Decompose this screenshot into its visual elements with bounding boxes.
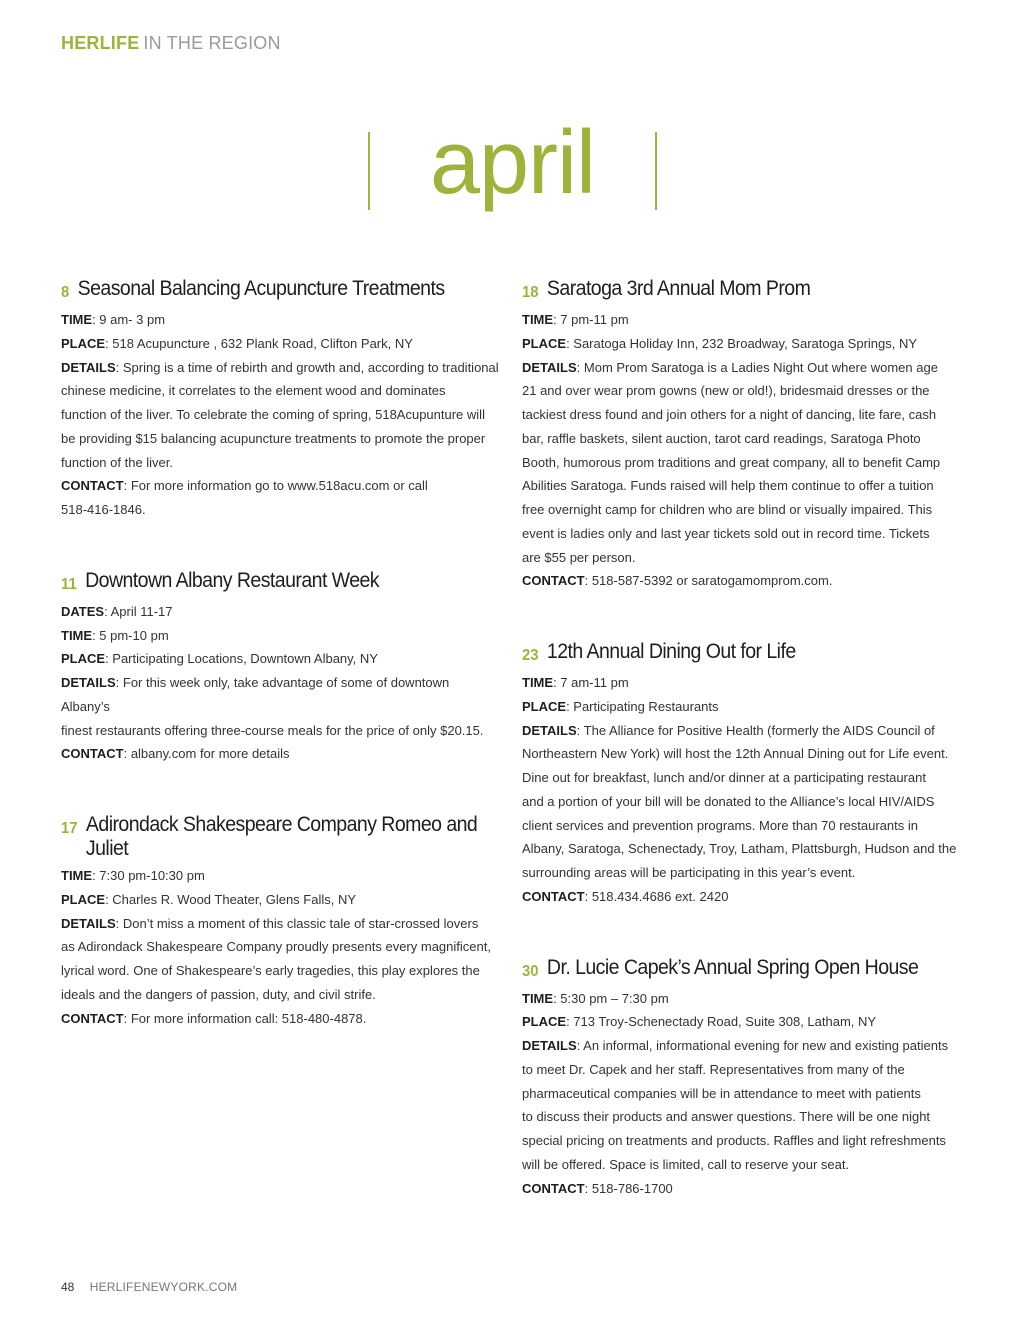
field-label: DATES — [61, 603, 105, 619]
event-detail-line — [61, 600, 501, 624]
field-text: : Mom Prom Saratoga is a Ladies Night Out where women age — [576, 359, 938, 375]
event-detail-line — [61, 624, 501, 648]
event-item — [522, 956, 962, 1201]
field-text: : Participating Restaurants — [566, 698, 719, 714]
field-text: : For more information call: 518-480-4878. — [123, 1010, 367, 1026]
field-text: 518-416-1846. — [61, 502, 146, 517]
field-text: tackiest dress found and join others for a night of dancing, lite fare, cash — [522, 407, 937, 422]
field-text: : 7:30 pm-10:30 pm — [92, 868, 205, 883]
field-text: : April 11-17 — [104, 603, 173, 619]
field-text: lyrical word. One of Shakespeare’s early tragedies, this play explores the — [61, 963, 480, 978]
event-detail-line — [522, 451, 962, 475]
field-label: CONTACT — [61, 478, 124, 494]
field-text: ideals and the dangers of passion, duty, and civil strife. — [61, 986, 376, 1002]
event-detail-line — [522, 474, 962, 498]
field-label: DETAILS — [522, 722, 577, 738]
field-label: TIME — [522, 675, 554, 690]
event-detail-line — [522, 308, 962, 332]
event-detail-line — [522, 356, 962, 380]
event-title — [522, 956, 959, 984]
event-item — [522, 277, 962, 593]
event-day: 18 — [522, 284, 539, 301]
field-text: be providing $15 balancing acupuncture treatments to promote the proper — [61, 430, 486, 446]
event-detail-line — [61, 332, 501, 356]
field-text: : albany.com for more details — [123, 746, 290, 762]
event-detail-line — [522, 569, 962, 593]
event-detail-line — [61, 719, 501, 743]
month-title: april — [429, 113, 596, 213]
event-detail-line — [61, 671, 501, 719]
brand-name: HERLIFE — [61, 33, 140, 53]
event-name: Dr. Lucie Capek’s Annual Spring Open House — [546, 955, 919, 979]
field-text: : 9 am- 3 pm — [92, 312, 166, 327]
field-text: : Participating Locations, Downtown Albany, NY — [105, 651, 378, 667]
field-label: TIME — [522, 990, 554, 1006]
field-text: Dine out for breakfast, lunch and/or dinner at a participating restaurant — [522, 770, 926, 785]
field-text: as Adirondack Shakespeare Company proudly presents every magnificent, — [61, 939, 491, 955]
event-detail-line — [522, 837, 962, 861]
event-detail-line — [61, 498, 501, 522]
field-text: : 518 Acupuncture , 632 Plank Road, Clifton Park, NY — [105, 335, 413, 351]
field-text: to meet Dr. Capek and her staff. Representatives from many of the — [522, 1061, 905, 1077]
running-header — [61, 33, 281, 54]
event-detail-line — [61, 308, 501, 332]
event-name: Seasonal Balancing Acupuncture Treatments — [77, 277, 445, 300]
field-text: 21 and over wear prom gowns (new or old!), bridesmaid dresses or the — [522, 383, 930, 399]
field-label: DETAILS — [522, 359, 577, 375]
field-label: DETAILS — [522, 1038, 577, 1053]
event-detail-line — [522, 766, 962, 790]
event-detail-line — [522, 671, 962, 695]
event-title — [522, 277, 959, 305]
field-text: Albany, Saratoga, Schenectady, Troy, Latham, Plattsburgh, Hudson and the — [522, 841, 957, 857]
event-detail-line — [522, 885, 962, 909]
event-name: Downtown Albany Restaurant Week — [85, 568, 380, 592]
events-column-left — [61, 277, 501, 1030]
page-number: 48 — [61, 1280, 75, 1294]
field-label: TIME — [61, 627, 93, 643]
field-label: CONTACT — [522, 573, 585, 589]
event-detail-line — [522, 1105, 962, 1129]
event-detail-line — [522, 1034, 962, 1058]
field-text: : 7 pm-11 pm — [553, 312, 629, 327]
field-text: : Don’t miss a moment of this classic tale of star-crossed lovers — [115, 915, 479, 931]
field-text: : 5:30 pm – 7:30 pm — [553, 990, 669, 1006]
field-text: : 518-587-5392 or saratogamomprom.com. — [584, 573, 833, 589]
event-item — [61, 277, 501, 522]
field-text: finest restaurants offering three-course meals for the price of only $20.15. — [61, 722, 484, 738]
field-label: TIME — [522, 312, 554, 327]
field-text: event is ladies only and last year tickets sold out in record time. Tickets — [522, 525, 930, 541]
field-text: to discuss their products and answer questions. There will be one night — [522, 1109, 931, 1125]
event-detail-line — [522, 719, 962, 743]
event-day: 23 — [522, 647, 539, 664]
event-item — [61, 569, 501, 766]
event-title — [61, 277, 498, 305]
event-name: Adirondack Shakespeare Company Romeo and Juliet — [85, 813, 478, 860]
event-detail-line — [61, 983, 501, 1007]
field-text: surrounding areas will be participating in this year’s event. — [522, 865, 856, 880]
field-text: : The Alliance for Positive Health (formerly the AIDS Council of — [576, 722, 935, 738]
field-text: are $55 per person. — [522, 549, 636, 565]
field-label: CONTACT — [522, 1180, 585, 1196]
event-detail-line — [61, 912, 501, 936]
event-detail-line — [522, 790, 962, 814]
field-label: PLACE — [61, 335, 106, 351]
field-text: client services and prevention programs. More than 70 restaurants in — [522, 817, 918, 833]
website-url: HERLIFENEWYORK.COM — [89, 1280, 238, 1294]
field-label: CONTACT — [61, 746, 124, 762]
field-text: pharmaceutical companies will be in attendance to meet with patients — [522, 1085, 921, 1101]
event-name: 12th Annual Dining Out for Life — [546, 640, 796, 663]
field-label: PLACE — [61, 891, 106, 907]
event-title — [522, 640, 959, 668]
event-detail-line — [61, 742, 501, 766]
event-detail-line — [61, 474, 501, 498]
field-text: : 518.434.4686 ext. 2420 — [584, 888, 729, 904]
event-item — [61, 813, 501, 1030]
event-detail-line — [522, 742, 962, 766]
events-column-right — [522, 277, 962, 1200]
event-day: 30 — [522, 962, 539, 980]
event-detail-line — [61, 403, 501, 427]
event-day: 17 — [61, 820, 78, 837]
field-text: bar, raffle baskets, silent auction, tarot card readings, Saratoga Photo — [522, 430, 921, 446]
field-text: function of the liver. To celebrate the coming of spring, 518Acupunture will — [61, 407, 485, 422]
field-label: TIME — [61, 868, 93, 883]
field-label: DETAILS — [61, 359, 116, 375]
field-text: : For this week only, take advantage of some of downtown Albany’s — [61, 675, 450, 714]
event-detail-line — [522, 1082, 962, 1106]
divider-right — [655, 132, 657, 210]
field-text: : Saratoga Holiday Inn, 232 Broadway, Saratoga Springs, NY — [566, 335, 918, 351]
field-text: Booth, humorous prom traditions and great company, all to benefit Camp — [522, 454, 941, 470]
page-footer — [61, 1280, 237, 1294]
month-heading — [368, 113, 657, 220]
event-detail-line — [61, 647, 501, 671]
field-label: DETAILS — [61, 675, 116, 690]
event-day: 11 — [61, 575, 77, 593]
event-detail-line — [61, 379, 501, 403]
field-text: : For more information go to www.518acu.com or call — [123, 478, 428, 494]
event-detail-line — [61, 935, 501, 959]
event-detail-line — [522, 695, 962, 719]
field-label: TIME — [61, 312, 93, 327]
event-detail-line — [522, 987, 962, 1011]
event-detail-line — [61, 427, 501, 451]
event-detail-line — [522, 1129, 962, 1153]
event-title — [61, 569, 498, 597]
field-text: Abilities Saratoga. Funds raised will help them continue to offer a tuition — [522, 478, 934, 494]
field-label: CONTACT — [522, 888, 585, 904]
field-label: CONTACT — [61, 1010, 124, 1026]
field-text: Northeastern New York) will host the 12th Annual Dining out for Life event. — [522, 746, 949, 762]
field-text: will be offered. Space is limited, call to reserve your seat. — [522, 1156, 850, 1172]
field-text: : Spring is a time of rebirth and growth and, according to traditional — [115, 359, 499, 375]
event-detail-line — [522, 1058, 962, 1082]
event-detail-line — [522, 332, 962, 356]
event-detail-line — [522, 1010, 962, 1034]
event-detail-line — [522, 861, 962, 885]
field-text: : 5 pm-10 pm — [92, 627, 169, 643]
field-text: : 7 am-11 pm — [553, 675, 629, 690]
event-detail-line — [522, 522, 962, 546]
field-label: PLACE — [522, 698, 567, 714]
event-detail-line — [61, 451, 501, 475]
event-detail-line — [61, 356, 501, 380]
field-text: : 518-786-1700 — [584, 1180, 673, 1196]
field-text: special pricing on treatments and products. Raffles and light refreshments — [522, 1133, 946, 1148]
event-detail-line — [522, 1177, 962, 1201]
event-detail-line — [522, 546, 962, 570]
field-label: PLACE — [61, 651, 106, 667]
event-day: 8 — [61, 284, 70, 301]
event-detail-line — [61, 864, 501, 888]
section-name: IN THE REGION — [143, 33, 281, 53]
field-label: DETAILS — [61, 915, 116, 931]
event-detail-line — [522, 1153, 962, 1177]
field-text: and a portion of your bill will be donated to the Alliance’s local HIV/AIDS — [522, 793, 935, 809]
event-detail-line — [522, 379, 962, 403]
field-text: : Charles R. Wood Theater, Glens Falls, NY — [105, 891, 357, 907]
field-text: chinese medicine, it correlates to the element wood and dominates — [61, 383, 446, 399]
event-detail-line — [61, 959, 501, 983]
event-detail-line — [522, 427, 962, 451]
event-item — [522, 640, 962, 909]
event-detail-line — [522, 814, 962, 838]
event-name: Saratoga 3rd Annual Mom Prom — [546, 277, 811, 300]
event-detail-line — [522, 498, 962, 522]
field-text: : An informal, informational evening for new and existing patients — [576, 1038, 949, 1053]
field-label: PLACE — [522, 1014, 567, 1030]
event-detail-line — [61, 888, 501, 912]
field-text: free overnight camp for children who are blind or visually impaired. This — [522, 502, 933, 517]
field-text: : 713 Troy-Schenectady Road, Suite 308, Latham, NY — [566, 1014, 877, 1030]
field-text: function of the liver. — [61, 454, 174, 470]
field-label: PLACE — [522, 335, 567, 351]
event-title — [61, 813, 498, 861]
event-detail-line — [522, 403, 962, 427]
event-detail-line — [61, 1007, 501, 1031]
